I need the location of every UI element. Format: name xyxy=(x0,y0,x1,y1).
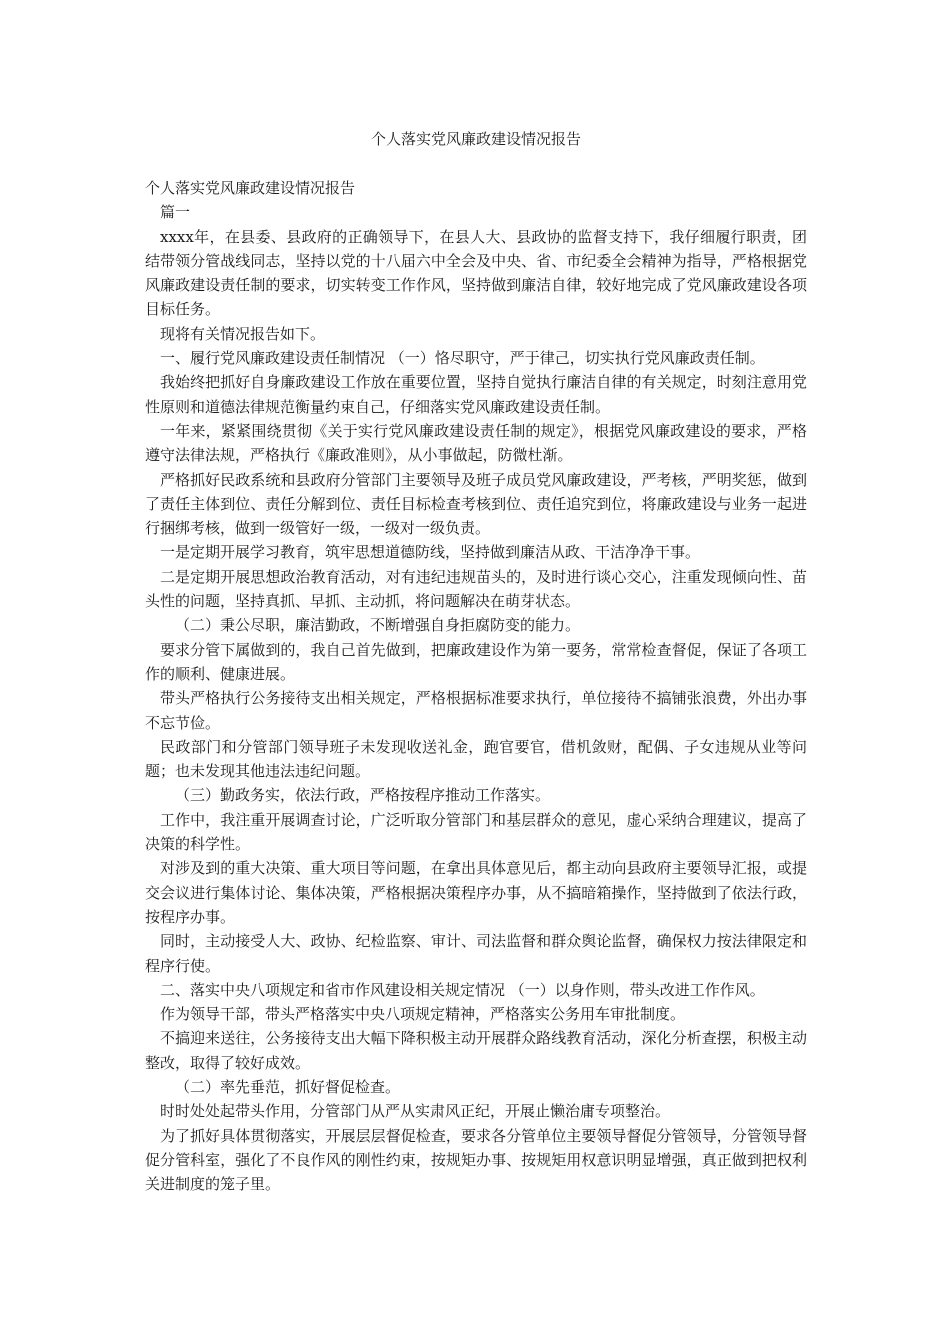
paragraph: 作为领导干部，带头严格落实中央八项规定精神，严格落实公务用车审批制度。 xyxy=(160,1005,686,1024)
document-body xyxy=(145,176,807,1196)
paragraph: （二）秉公尽职，廉洁勤政，不断增强自身拒腐防变的能力。 xyxy=(175,616,581,635)
paragraph: （二）率先垂范，抓好督促检查。 xyxy=(175,1077,401,1096)
paragraph: 为了抓好具体贯彻落实，开展层层督促检查，要求各分管单位主要领导督促分管领导，分管领导督促分管科室，强化了不良作风的刚性约束，按规矩办事、按规矩用权意识明显增强，真正做到把权利关进制度的笼子里。 xyxy=(145,1126,807,1194)
paragraph: （三）勤政务实，依法行政，严格按程序推动工作落实。 xyxy=(175,786,551,805)
paragraph: 二、落实中央八项规定和省市作风建设相关规定情况 （一）以身作则，带头改进工作作风。 xyxy=(160,980,765,999)
paragraph: 带头严格执行公务接待支出相关规定，严格根据标准要求执行，单位接待不搞铺张浪费，外出办事不忘节俭。 xyxy=(145,689,807,732)
paragraph: 时时处处起带头作用，分管部门从严从实肃风正纪，开展止懒治庸专项整治。 xyxy=(160,1102,671,1121)
paragraph: 工作中，我注重开展调查讨论，广泛听取分管部门和基层群众的意见，虚心采纳合理建议，提高了决策的科学性。 xyxy=(145,810,807,854)
paragraph-section-label: 篇一 xyxy=(160,203,191,222)
paragraph: 现将有关情况报告如下。 xyxy=(160,324,326,343)
paragraph: 一、履行党风廉政建设责任制情况 （一）恪尽职守，严于律己，切实执行党风廉政责任制。 xyxy=(160,349,765,368)
paragraph: xxxx年，在县委、县政府的正确领导下，在县人大、县政协的监督支持下，我仔细履行职责，团结带领分管战线同志，坚持以党的十八届六中全会及中央、省、市纪委全会精神为指导，严格根据党风廉政建设责任制的要求，切实转变工作作风，坚持做到廉洁自律，较好地完成了党风廉政建设各项目标任务。 xyxy=(145,227,807,319)
paragraph: 要求分管下属做到的，我自己首先做到，把廉政建设作为第一要务，常常检查督促，保证了各项工作的顺利、健康进展。 xyxy=(145,640,807,683)
paragraph: 一是定期开展学习教育，筑牢思想道德防线，坚持做到廉洁从政、干洁净净干事。 xyxy=(160,543,701,562)
document-title: 个人落实党风廉政建设情况报告 xyxy=(370,130,581,148)
paragraph: 一年来，紧紧围绕贯彻《关于实行党风廉政建设责任制的规定》，根据党风廉政建设的要求，严格遵守法律法规，严格执行《廉政准则》，从小事做起，防微杜渐。 xyxy=(145,421,807,465)
paragraph: 不搞迎来送往，公务接待支出大幅下降积极主动开展群众路线教育活动，深化分析查摆，积极主动整改，取得了较好成效。 xyxy=(145,1029,807,1072)
paragraph: 二是定期开展思想政治教育活动，对有违纪违规苗头的，及时进行谈心交心，注重发现倾向性、苗头性的问题，坚持真抓、早抓、主动抓，将问题解决在萌芽状态。 xyxy=(145,567,807,611)
paragraph-heading: 个人落实党风廉政建设情况报告 xyxy=(145,179,356,197)
paragraph: 对涉及到的重大决策、重大项目等问题，在拿出具体意见后，都主动向县政府主要领导汇报，或提交会议进行集体讨论、集体决策，严格根据决策程序办事，从不搞暗箱操作，坚持做到了依法行政，按程序办事。 xyxy=(145,859,807,926)
paragraph: 严格抓好民政系统和县政府分管部门主要领导及班子成员党风廉政建设，严考核，严明奖惩，做到了责任主体到位、责任分解到位、责任目标检查考核到位、责任追究到位，将廉政建设与业务一起进行捆绑考核，做到一级管好一级，一级对一级负责。 xyxy=(145,470,807,538)
paragraph: 同时，主动接受人大、政协、纪检监察、审计、司法监督和群众舆论监督，确保权力按法律限定和程序行使。 xyxy=(145,932,807,975)
paragraph: 民政部门和分管部门领导班子未发现收送礼金，跑官要官，借机敛财，配偶、子女违规从业等问题；也未发现其他违法违纪问题。 xyxy=(145,737,807,781)
paragraph: 我始终把抓好自身廉政建设工作放在重要位置，坚持自觉执行廉洁自律的有关规定，时刻注意用党性原则和道德法律规范衡量约束自己，仔细落实党风廉政建设责任制。 xyxy=(145,373,807,416)
